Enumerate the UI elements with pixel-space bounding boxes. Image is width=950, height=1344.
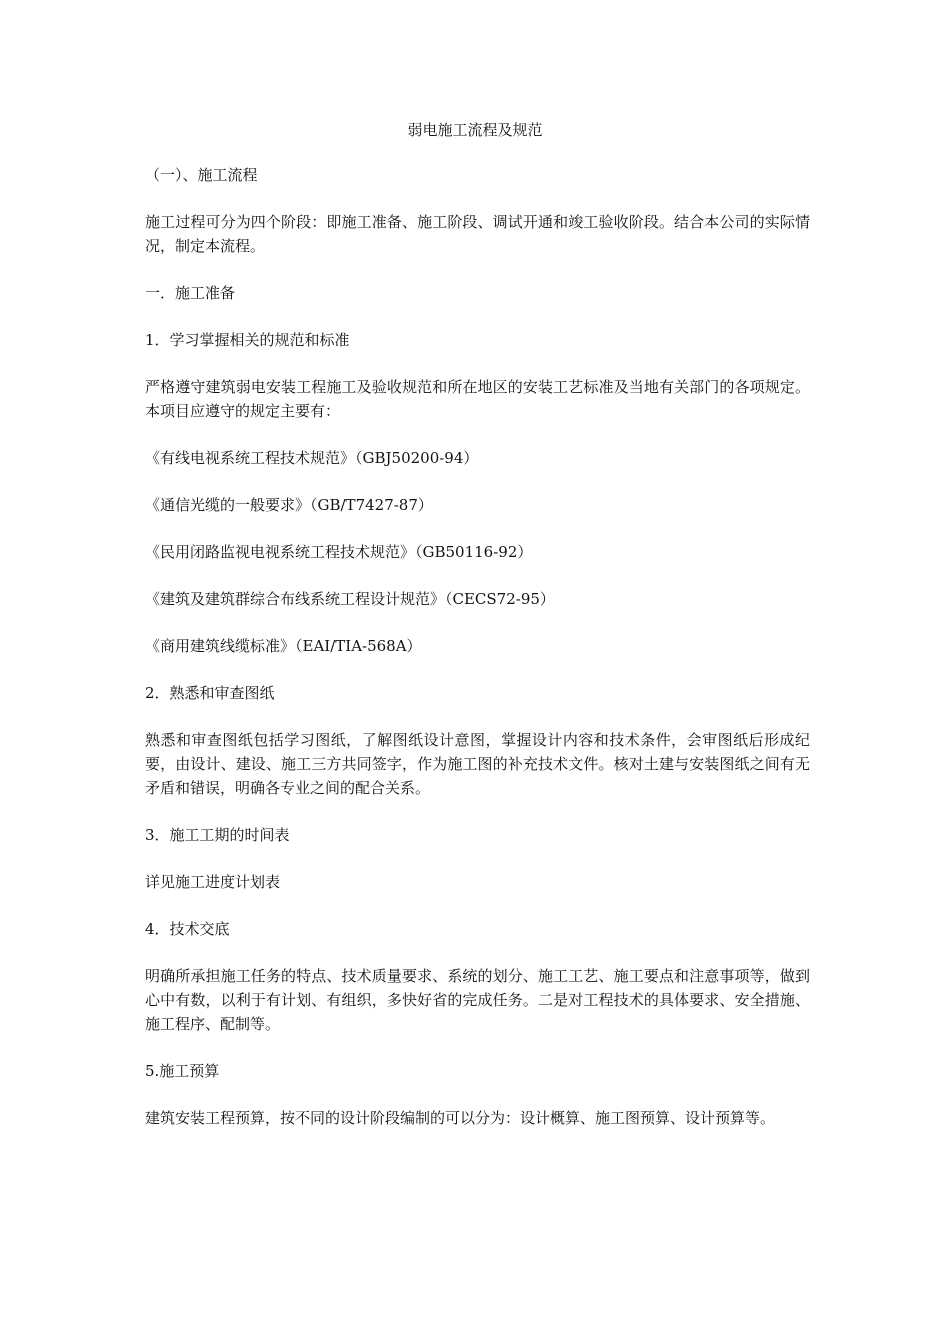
paragraph-construction-budget: 建筑安装工程预算，按不同的设计阶段编制的可以分为：设计概算、施工图预算、设计预算等。 (145, 1109, 776, 1127)
document-body (145, 163, 810, 1130)
standard-item-cabling-design: 《建筑及建筑群综合布线系统工程设计规范》（CECS72-95） (145, 590, 555, 608)
standard-item-cctv: 《民用闭路监视电视系统工程技术规范》（GB50116-92） (145, 543, 533, 561)
heading-construction-budget: 5.施工预算 (145, 1062, 220, 1080)
paragraph-schedule: 详见施工进度计划表 (145, 873, 281, 891)
heading-construction-preparation: 一．施工准备 (145, 284, 236, 302)
heading-review-drawings: 2．熟悉和审查图纸 (145, 684, 275, 702)
heading-study-standards: 1．学习掌握相关的规范和标准 (145, 331, 350, 349)
paragraph-intro: 施工过程可分为四个阶段：即施工准备、施工阶段、调试开通和竣工验收阶段。结合本公司的实际情况，制定本流程。 (145, 213, 810, 255)
standard-item-commercial-cabling: 《商用建筑线缆标准》（EAI/TIA-568A） (145, 637, 422, 655)
document-title: 弱电施工流程及规范 (407, 121, 543, 139)
section-heading-construction-process: （一）、施工流程 (145, 166, 258, 184)
paragraph-technical-briefing: 明确所承担施工任务的特点、技术质量要求、系统的划分、施工工艺、施工要点和注意事项等，做到心中有数，以利于有计划、有组织，多快好省的完成任务。二是对工程技术的具体要求、安全措施、施工程序、配制等。 (145, 967, 810, 1033)
heading-technical-briefing: 4．技术交底 (145, 920, 230, 938)
paragraph-review-drawings: 熟悉和审查图纸包括学习图纸，了解图纸设计意图，掌握设计内容和技术条件，会审图纸后形成纪要，由设计、建设、施工三方共同签字，作为施工图的补充技术文件。核对土建与安装图纸之间有无矛盾和错误，明确各专业之间的配合关系。 (145, 731, 810, 797)
standard-item-optical-cable: 《通信光缆的一般要求》（GB/T7427-87） (145, 496, 433, 514)
paragraph-standards-compliance: 严格遵守建筑弱电安装工程施工及验收规范和所在地区的安装工艺标准及当地有关部门的各项规定。本项目应遵守的规定主要有： (145, 378, 810, 420)
heading-schedule: 3．施工工期的时间表 (145, 826, 290, 844)
standard-item-catv: 《有线电视系统工程技术规范》（GBJ50200-94） (145, 449, 479, 467)
